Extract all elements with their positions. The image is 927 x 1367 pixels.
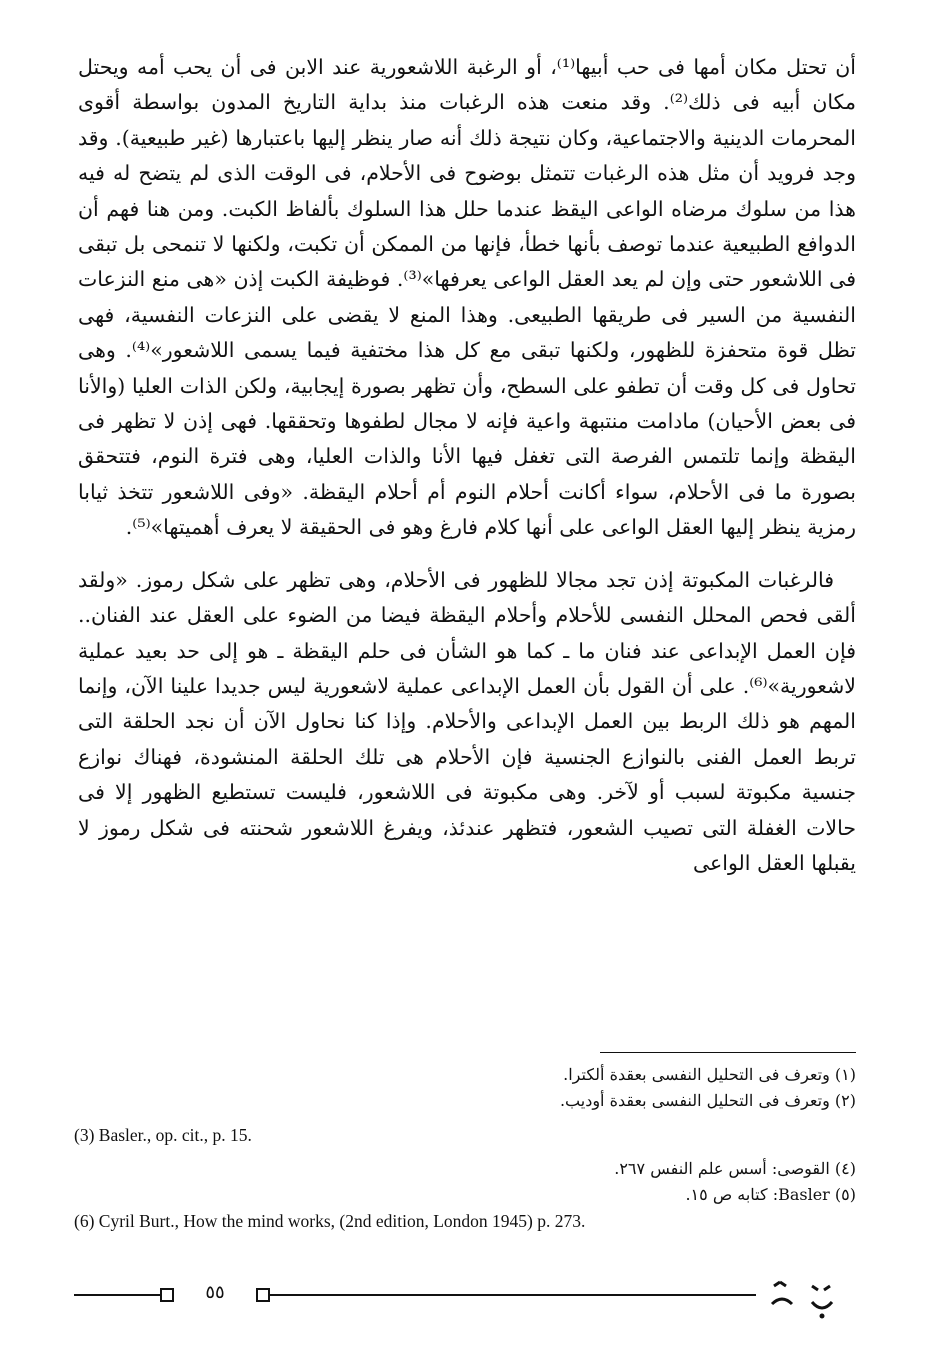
main-text	[78, 50, 856, 881]
footnote-1: (١) وتعرف فى التحليل النفسى بعقدة ألكترا.	[563, 1065, 856, 1084]
footnote-3: (3) Basler., op. cit., p. 15.	[74, 1125, 252, 1145]
footnote-2: (٢) وتعرف فى التحليل النفسى بعقدة أوديب.	[559, 1091, 856, 1110]
footnote-separator	[600, 1052, 856, 1053]
footnote-5: (٥) Basler: كتابه ص ١٥.	[685, 1185, 856, 1204]
footnote-4: (٤) القوصى: أسس علم النفس ٢٦٧.	[614, 1159, 856, 1178]
paragraph-1: أن تحتل مكان أمها فى حب أبيها⁽¹⁾، أو الرغبة اللاشعورية عند الابن فى أن يحب أمه ويحتل مكان أبيه فى ذلك⁽²⁾. وقد منعت هذه الرغبات منذ بداية التاريخ المدون بواسطة أقوى المحرمات الدينية والاجتماعية، وكان نتيجة ذلك أنه صار ينظر إليها باعتبارها (غير طبيعية). وقد وجد فرويد أن مثل هذه الرغبات تتمثل بوضوح فى الأحلام، فى الوقت الذى لم يتضح له فيه هذا من سلوك مرضاه الواعى اليقظ عندما حلل هذا السلوك بألفاظ الكبت. ومن هنا فهم أن الدوافع الطبيعية عندما توصف بأنها خطأ، فإنها من الممكن أن تكبت، ولكنها لا تنمحى بل تبقى فى اللاشعور حتى وإن لم يعد العقل الواعى يعرفها»⁽³⁾. فوظيفة الكبت إذن «هى منع النزعات النفسية من السير فى طريقها الطبيعى. وهذا المنع لا يقضى على النزعات النفسية، فهى تظل قوة متحفزة للظهور، ولكنها تبقى مع كل هذا مختفية فيما يسمى اللاشعور»⁽⁴⁾. وهى تحاول فى كل وقت أن تطفو على السطح، وأن تظهر بصورة إيجابية، ولكن الذات العليا (والأنا فى بعض الأحيان) مادامت منتبهة واعية فإنه لا مجال لطفوها وتحققها. فهى إذن لا تظهر فى اليقظة وإنما تلتمس الفرصة التى تغفل فيها الأنا والذات العليا، وهى فترة النوم، فتتحقق بصورة ما فى الأحلام، سواء أكانت أحلام النوم أم أحلام اليقظة. «وفى اللاشعور تتخذ ثيابا رمزية ينظر إليها العقل الواعى على أنها كلام فارغ وهو فى الحقيقة لا يعرف أهميتها»⁽⁵⁾.	[78, 55, 857, 540]
footnotes	[74, 1062, 856, 1234]
paragraph-2: فالرغبات المكبوتة إذن تجد مجالا للظهور فى الأحلام، وهى تظهر على شكل رموز. «ولقد ألقى فحص المحلل النفسى للأحلام وأحلام اليقظة فيضا من الضوء على العقل عند الفنان.. فإن العمل الإبداعى عند فنان ما ـ كما هو الشأن فى حلم اليقظة ـ هو إلى حد بعيد عملية لاشعورية»⁽⁶⁾. على أن القول بأن العمل الإبداعى عملية لاشعورية ليس جديدا علينا الآن، وإنما المهم هو ذلك الربط بين العمل الإبداعى والأحلام. وإذا كنا نحاول الآن أن نجد الحلقة التى تربط العمل الفنى بالنوازع الجنسية فإن الأحلام هى تلك الحلقة المنشودة، فهناك نوازع جنسية مكبوتة لسبب أو لآخر. وهى مكبوتة فى اللاشعور، فليست تستطيع الظهور إلا فى حالات الغفلة التى تصيب الشعور، فتظهر عندئذ، ويفرغ اللاشعور شحنته فى شكل رموز لا يقبلها العقل الواعى	[78, 567, 856, 875]
footer-rule-left	[74, 1294, 161, 1296]
footer-square-icon	[256, 1288, 270, 1302]
footer-square-icon	[160, 1288, 174, 1302]
footer-rule-right	[270, 1294, 756, 1296]
page-footer	[0, 1272, 927, 1332]
masks-ornament-icon	[756, 1274, 846, 1324]
page-number: ٥٥	[205, 1282, 225, 1303]
footnote-6: (6) Cyril Burt., How the mind works, (2nd edition, London 1945) p. 273.	[74, 1211, 586, 1231]
